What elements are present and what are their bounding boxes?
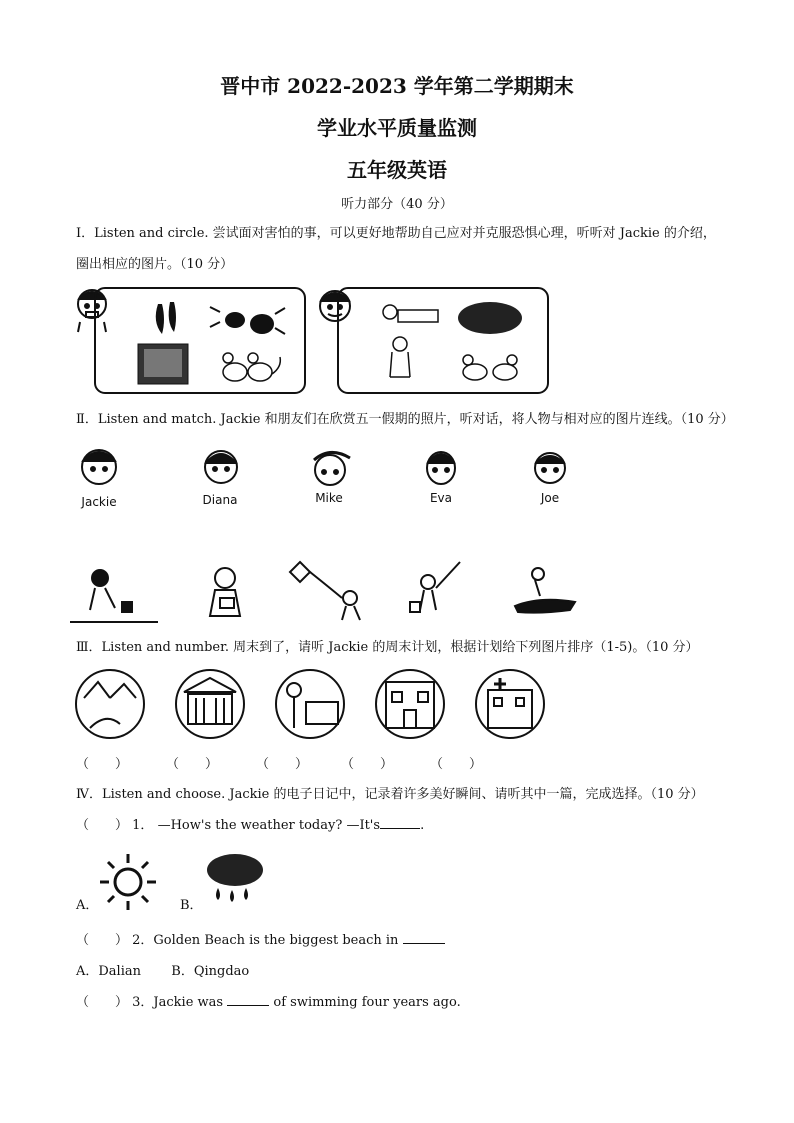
q2-option-b[interactable]: B．Qingdao (171, 964, 250, 979)
order-blank-4[interactable]: （ ） (341, 757, 394, 772)
q2-option-a[interactable]: A．Dalian (76, 964, 142, 979)
q1-number: 1． (132, 818, 154, 833)
section1-line2: 圈出相应的图片。（10 分） (76, 257, 234, 272)
name-mike: Mike (315, 491, 343, 505)
q1-answer-paren[interactable]: （ ） (76, 818, 129, 833)
q3-text-after: of swimming four years ago. (273, 995, 461, 1010)
q3-text-before: 3．Jackie was (132, 995, 224, 1010)
catching-fish-icon[interactable] (410, 562, 460, 612)
section3-instruction: Ⅲ．Listen and number. 周末到了，请听 Jackie 的周末计划，根据计划给下列图片排序（1-5)。（10 分） (76, 640, 699, 655)
sun-icon[interactable] (98, 852, 158, 912)
title-line-2: 学业水平质量监测 (317, 116, 477, 140)
q2-text: 2．Golden Beach is the biggest beach in (132, 933, 399, 948)
boy-scared-icon (78, 290, 106, 332)
dogs-icon[interactable] (463, 355, 517, 380)
bus-stop-icon[interactable] (276, 670, 344, 738)
q1-option-a-label[interactable]: A． (76, 898, 99, 913)
sleeping-icon[interactable] (383, 305, 438, 322)
hospital-icon[interactable] (476, 670, 544, 738)
listening-subtitle: 听力部分（40 分） (341, 197, 453, 212)
name-jackie: Jackie (81, 495, 117, 509)
q2-options (76, 956, 736, 987)
boy-thinking-icon (320, 291, 350, 321)
flying-kite-icon[interactable] (290, 562, 360, 620)
left-option-box (95, 288, 305, 393)
jet-ski-icon[interactable] (515, 568, 575, 613)
q1-end: . (420, 818, 425, 833)
section1-pictures (70, 282, 560, 397)
reading-book-icon[interactable] (210, 568, 240, 616)
title-line-1: 晋中市 2022-2023 学年第二学期期末 (220, 74, 574, 98)
q2-blank (403, 943, 445, 944)
cold-person-icon[interactable] (390, 337, 410, 377)
planting-trees-icon[interactable] (70, 570, 158, 622)
order-blank-5[interactable]: （ ） (430, 757, 483, 772)
section3-pictures (70, 668, 560, 743)
order-blank-1[interactable]: （ ） (76, 757, 129, 772)
q1-option-b-label[interactable]: B． (180, 898, 203, 913)
eva-face-icon[interactable] (427, 452, 455, 484)
rain-cloud-icon[interactable] (204, 850, 266, 906)
q3-blank (227, 1005, 269, 1006)
question-1 (76, 810, 736, 841)
chili-peppers-icon[interactable] (156, 302, 176, 334)
section1-instruction (76, 218, 736, 280)
diana-face-icon[interactable] (205, 451, 237, 483)
name-joe: Joe (540, 491, 560, 505)
post-office-icon[interactable] (376, 670, 444, 738)
order-blank-2[interactable]: （ ） (166, 757, 219, 772)
question-3 (76, 987, 736, 1018)
name-diana: Diana (202, 493, 238, 507)
question-2 (76, 925, 736, 956)
section1-line1: Ⅰ．Listen and circle. 尝试面对害怕的事，可以更好地帮助自己应对并克服恐惧心理，听听对 Jackie 的介绍， (76, 226, 716, 241)
q1-blank (380, 828, 420, 829)
right-option-box (338, 288, 548, 393)
name-eva: Eva (429, 491, 453, 505)
title-line-3: 五年级英语 (347, 158, 447, 182)
mice-icon[interactable] (223, 353, 280, 381)
dark-cloud-icon[interactable] (458, 302, 522, 334)
scary-movie-tv-icon[interactable] (138, 344, 188, 384)
mike-face-icon[interactable] (314, 452, 350, 485)
section2-instruction: Ⅱ．Listen and match. Jackie 和朋友们在欣赏五一假期的照片，听对话，将人物与相对应的图片连线。（10 分） (76, 412, 734, 427)
section4-instruction: Ⅳ．Listen and choose. Jackie 的电子日记中，记录着许多美好瞬间、请听其中一篇，完成选择。（10 分） (76, 787, 704, 802)
order-blank-3[interactable]: （ ） (256, 757, 309, 772)
joe-face-icon[interactable] (535, 453, 565, 483)
jackie-face-icon[interactable] (82, 450, 116, 484)
q2-answer-paren[interactable]: （ ） (76, 933, 129, 948)
activities-row (70, 558, 590, 628)
q3-answer-paren[interactable]: （ ） (76, 995, 129, 1010)
park-icon[interactable] (76, 670, 144, 738)
cinema-icon[interactable] (176, 670, 244, 738)
spiders-icon[interactable] (210, 307, 285, 334)
q1-text: —How's the weather today? —It's (157, 818, 381, 833)
